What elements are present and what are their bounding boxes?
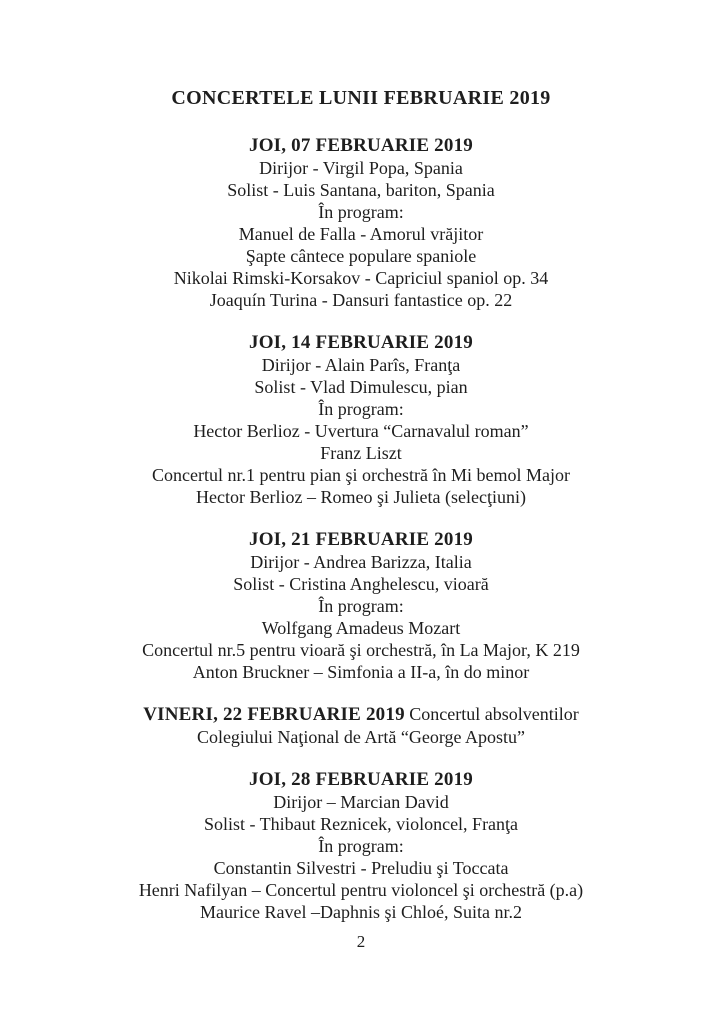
concert-line: Hector Berlioz – Romeo şi Julieta (selecţiuni) [196,487,526,507]
concert-line: Solist - Luis Santana, bariton, Spania [227,180,495,200]
concert-date-heading [0,528,722,551]
concert-line: Dirijor - Andrea Barizza, Italia [250,552,472,572]
concert-date: JOI, 07 FEBRUARIE 2019 [249,135,473,156]
concert-line: Anton Bruckner – Simfonia a II-a, în do minor [192,662,530,682]
document-title: CONCERTELE LUNII FEBRUARIE 2019 [171,87,551,109]
concert-section-feb-21 [0,528,722,683]
concert-date-heading [0,768,722,791]
concert-line: Solist - Cristina Anghelescu, vioară [233,574,489,594]
concert-line: Şapte cântece populare spaniole [245,246,477,266]
concert-line: Dirijor - Alain Parîs, Franţa [261,355,461,375]
concert-date: JOI, 28 FEBRUARIE 2019 [249,769,473,790]
concert-date-heading [0,703,722,726]
concert-line: În program: [318,202,404,222]
concert-line: Maurice Ravel –Daphnis şi Chloé, Suita nr.2 [200,902,522,922]
concert-line: Constantin Silvestri - Preludiu şi Toccata [213,858,509,878]
concert-heading-suffix: Concertul absolventilor [404,704,579,724]
concert-section-feb-14 [0,331,722,508]
concert-section-feb-22 [0,703,722,748]
concert-line: Nikolai Rimski-Korsakov - Capriciul spaniol op. 34 [173,268,549,288]
concert-line: Hector Berlioz - Uvertura “Carnavalul roman” [193,421,529,441]
concert-section-feb-28 [0,768,722,923]
concert-line: Dirijor – Marcian David [273,792,449,812]
concert-line: Concertul nr.5 pentru vioară şi orchestră, în La Major, K 219 [142,640,580,660]
concert-line: În program: [318,836,404,856]
concert-line: Franz Liszt [320,443,402,463]
concert-line: Colegiului Naţional de Artă “George Apostu” [196,727,526,747]
concert-line: Henri Nafilyan – Concertul pentru violoncel şi orchestră (p.a) [138,880,584,900]
concert-date-heading [0,331,722,354]
concert-line: Joaquín Turina - Dansuri fantastice op. 22 [209,290,513,310]
concert-line: În program: [318,596,404,616]
concert-line: Wolfgang Amadeus Mozart [261,618,461,638]
concert-date: JOI, 21 FEBRUARIE 2019 [249,529,473,550]
concert-line: Solist - Vlad Dimulescu, pian [254,377,468,397]
concert-line: Solist - Thibaut Reznicek, violoncel, Franţa [203,814,519,834]
page-number: 2 [356,932,366,951]
concert-date-heading [0,134,722,157]
concert-date: VINERI, 22 FEBRUARIE 2019 [143,704,405,725]
concert-date: JOI, 14 FEBRUARIE 2019 [249,332,473,353]
concert-line: În program: [318,399,404,419]
concert-line: Concertul nr.1 pentru pian şi orchestră în Mi bemol Major [152,465,570,485]
concert-line: Manuel de Falla - Amorul vrăjitor [238,224,484,244]
concert-section-feb-07 [0,134,722,311]
concert-line: Dirijor - Virgil Popa, Spania [259,158,463,178]
